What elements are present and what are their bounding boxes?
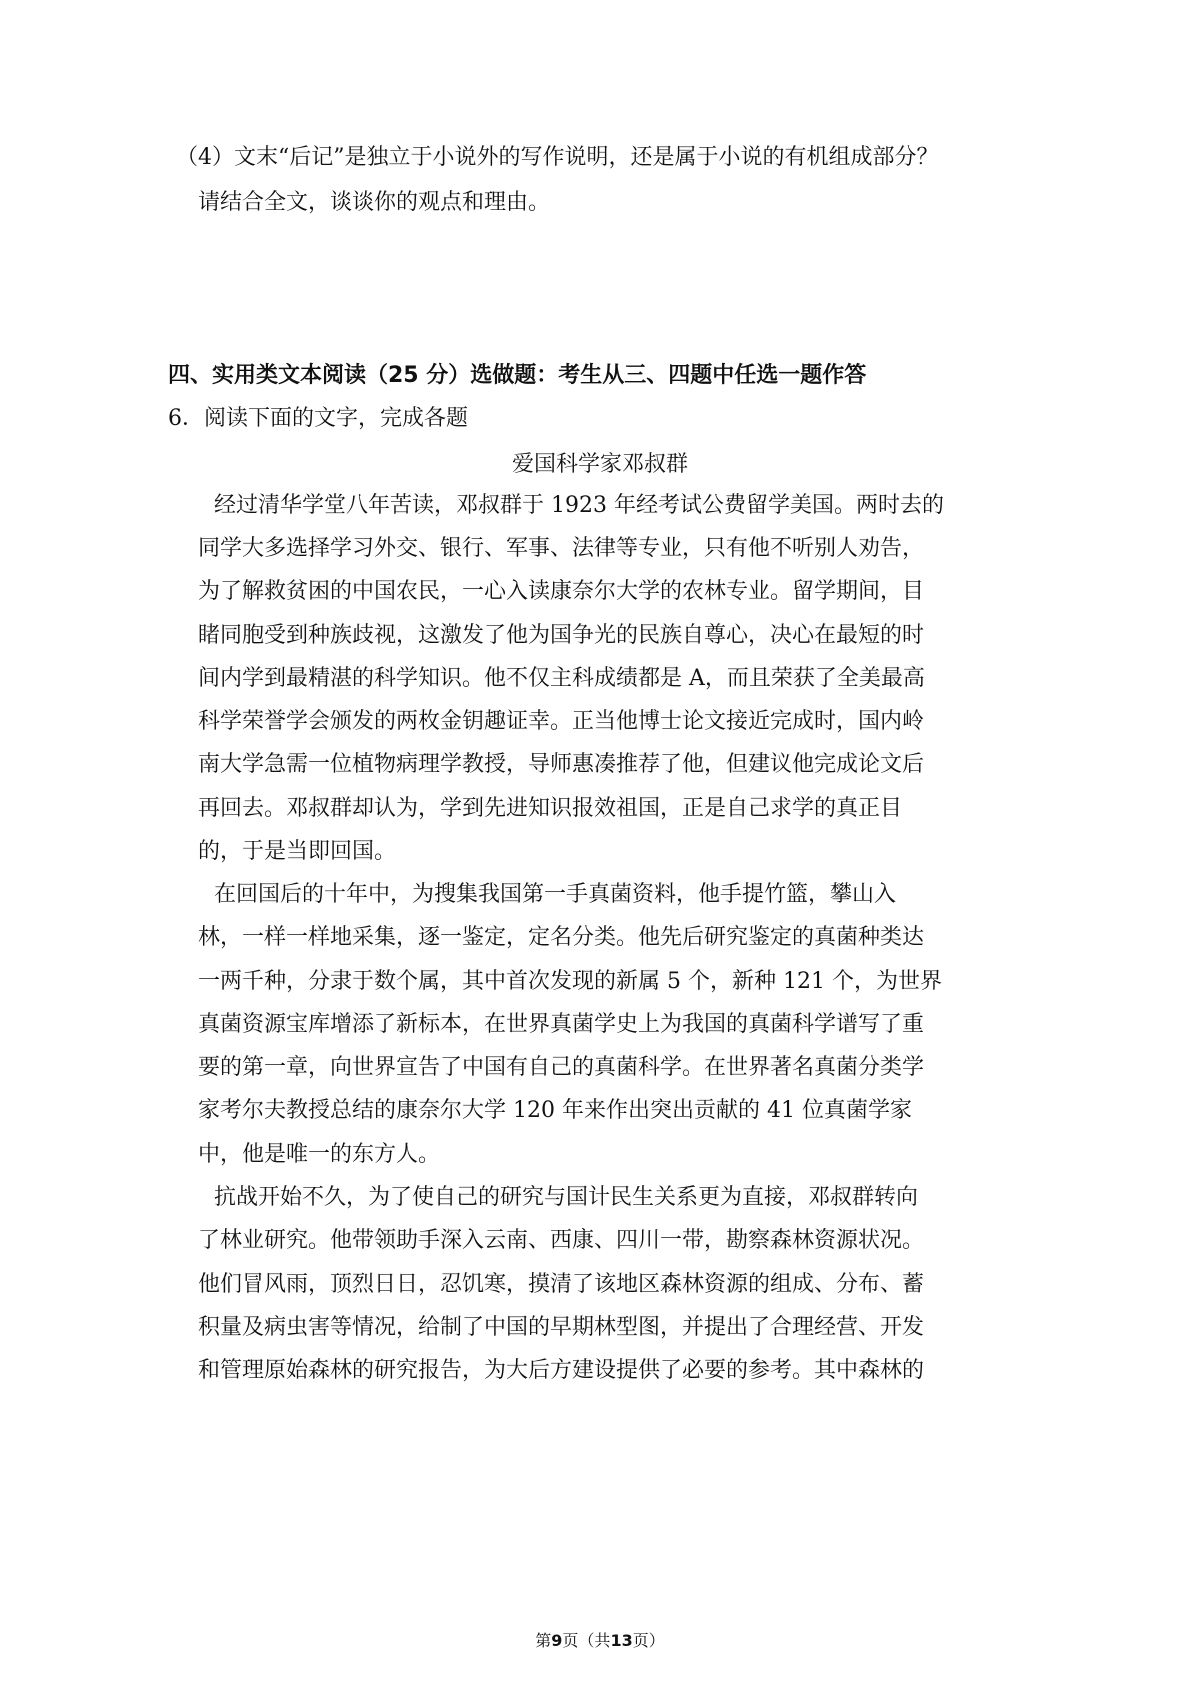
question-6-prompt: 6．阅读下面的文字，完成各题	[168, 406, 468, 431]
footer-suffix: 页）	[632, 1631, 665, 1650]
article-line: 家考尔夫教授总结的康奈尔大学 120 年来作出突出贡献的 41 位真菌学家	[198, 1098, 912, 1123]
footer-total-pages: 13	[610, 1631, 633, 1650]
article-line: 林，一样一样地采集，逐一鉴定，定名分类。他先后研究鉴定的真菌种类达	[198, 925, 925, 950]
article-line: 了林业研究。他带领助手深入云南、西康、四川一带，勘察森林资源状况。	[198, 1228, 925, 1253]
article-line: 要的第一章，向世界宣告了中国有自己的真菌科学。在世界著名真菌分类学	[198, 1055, 925, 1080]
footer-page-number: 9	[551, 1631, 563, 1650]
article-line: 他们冒风雨，顶烈日日，忍饥寒，摸清了该地区森林资源的组成、分布、蓄	[198, 1272, 925, 1297]
article-line: 经过清华学堂八年苦读，邓叔群于 1923 年经考试公费留学美国。两时去的	[214, 493, 944, 518]
article-line: 的，于是当即回国。	[198, 839, 397, 864]
article-line: 科学荣誉学会颁发的两枚金钥趣证幸。正当他博士论文接近完成时，国内岭	[198, 709, 925, 734]
article-line: 在回国后的十年中，为搜集我国第一手真菌资料，他手提竹篮，攀山入	[214, 882, 897, 907]
question-4-line-1: （4）文末“后记”是独立于小说外的写作说明，还是属于小说的有机组成部分？	[176, 145, 939, 170]
article-line: 一两千种，分隶于数个属，其中首次发现的新属 5 个，新种 121 个，为世界	[198, 969, 942, 994]
article-line: 真菌资源宝库增添了新标本，在世界真菌学史上为我国的真菌科学谱写了重	[198, 1012, 925, 1037]
question-4-line-2: 请结合全文，谈谈你的观点和理由。	[198, 190, 551, 215]
article-title: 爱国科学家邓叔群	[511, 452, 688, 477]
article-line: 间内学到最精湛的科学知识。他不仅主科成绩都是 A，而且荣获了全美最高	[198, 666, 925, 691]
article-line: 为了解救贫困的中国农民，一心入读康奈尔大学的农林专业。留学期间，目	[198, 579, 925, 604]
article-line: 积量及病虫害等情况，给制了中国的早期林型图，并提出了合理经营、开发	[198, 1315, 925, 1340]
section-heading: 四、实用类文本阅读（25 分）选做题：考生从三、四题中任选一题作答	[168, 363, 867, 388]
footer-prefix: 第	[535, 1631, 552, 1650]
article-line: 南大学急需一位植物病理学教授，导师惠凑推荐了他，但建议他完成论文后	[198, 752, 925, 777]
article-line: 同学大多选择学习外交、银行、军事、法律等专业，只有他不听别人劝告，	[198, 536, 925, 561]
article-line: 和管理原始森林的研究报告，为大后方建设提供了必要的参考。其中森林的	[198, 1358, 925, 1383]
article-line: 睹同胞受到种族歧视，这激发了他为国争光的民族自尊心，决心在最短的时	[198, 623, 925, 648]
article-line: 再回去。邓叔群却认为，学到先进知识报效祖国，正是自己求学的真正目	[198, 796, 903, 821]
article-line: 中，他是唯一的东方人。	[198, 1142, 441, 1167]
article-line: 抗战开始不久，为了使自己的研究与国计民生关系更为直接，邓叔群转向	[214, 1185, 919, 1210]
page-footer	[0, 1630, 1200, 1652]
footer-middle: 页（共	[562, 1631, 611, 1650]
